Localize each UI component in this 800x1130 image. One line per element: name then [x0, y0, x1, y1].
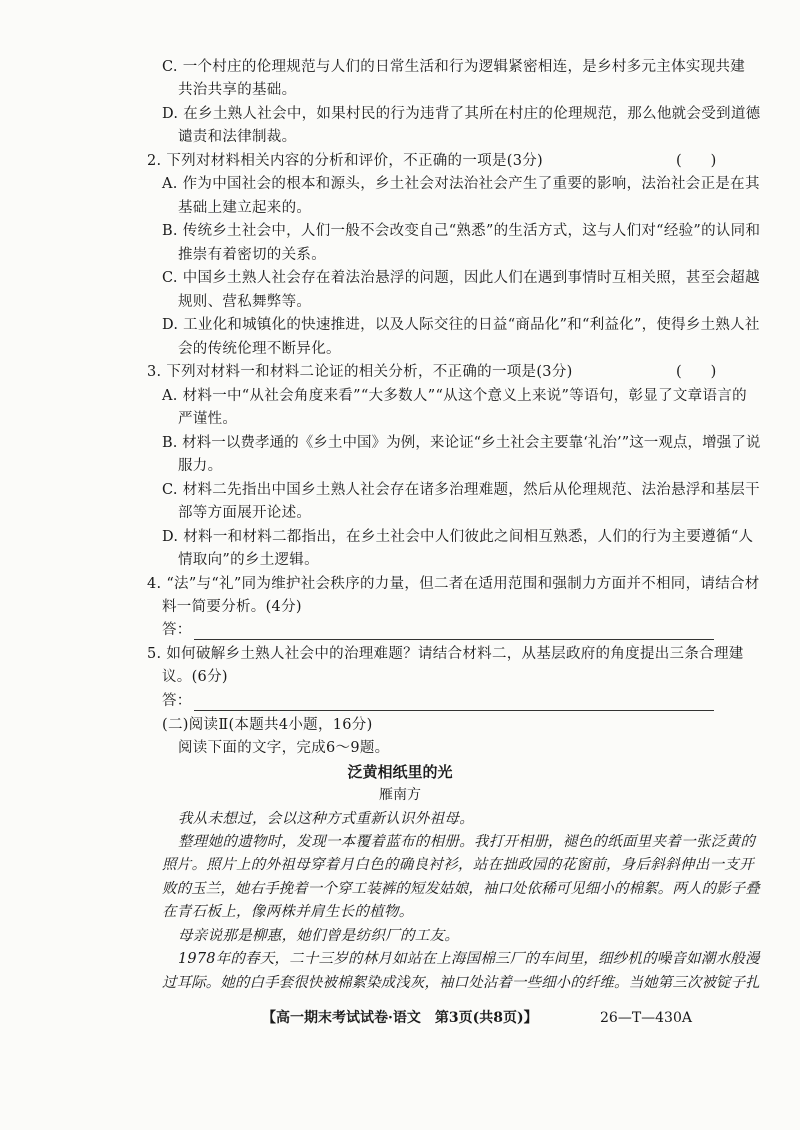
q3-option-d-line-1: D. 材料一和材料二都指出，在乡土社会中人们彼此之间相互熟悉，人们的行为主要遵循“人	[162, 529, 754, 545]
footer-exam-code: 26—T—430A	[600, 1010, 692, 1026]
passage-para-2-line-2: 照片。照片上的外祖母穿着月白色的确良衬衫，站在拙政园的花窗前，身后斜斜伸出一支开	[162, 857, 754, 873]
q2-option-c-line-2: 规则、营私舞弊等。	[178, 294, 312, 310]
q2-option-a-line-2: 基础上建立起来的。	[178, 200, 312, 216]
option-d-line-1: D. 在乡土熟人社会中，如果村民的行为违背了其所在村庄的伦理规范，那么他就会受到道德	[162, 106, 761, 122]
q2-option-b-line-2: 推崇有着密切的关系。	[178, 247, 326, 263]
question-5-stem-line-1: 5. 如何破解乡土熟人社会中的治理难题？请结合材料二，从基层政府的角度提出三条合理建	[147, 646, 744, 662]
question-4-stem-line-1: 4. “法”与“礼”同为维护社会秩序的力量，但二者在适用范围和强制力方面并不相同，请结合材	[147, 576, 760, 592]
q3-option-a-line-2: 严谨性。	[178, 411, 238, 427]
q3-option-a-line-1: A. 材料一中“从社会角度来看”“大多数人”“从这个意义上来说”等语句，彰显了文章语言的	[162, 388, 747, 404]
passage-author: 雁南方	[379, 787, 421, 803]
question-3-answer-paren: ( )	[676, 364, 717, 380]
question-3-stem: 3. 下列对材料一和材料二论证的相关分析，不正确的一项是(3分)	[147, 364, 573, 380]
question-2-stem: 2. 下列对材料相关内容的分析和评价，不正确的一项是(3分)	[147, 153, 543, 169]
passage-para-4-line-2: 过耳际。她的白手套很快被棉絮染成浅灰，袖口处沾着一些细小的纤维。当她第三次被锭子扎	[162, 975, 760, 991]
q2-option-b-line-1: B. 传统乡土社会中，人们一般不会改变自己“熟悉”的生活方式，这与人们对“经验”的认同和	[162, 223, 761, 239]
question-5-answer-label: 答：	[162, 693, 192, 709]
q2-option-a-line-1: A. 作为中国社会的根本和源头，乡土社会对法治社会产生了重要的影响，法治社会正是在其	[162, 176, 760, 192]
q3-option-d-line-2: 情取向”的乡土逻辑。	[178, 552, 319, 568]
question-2-answer-paren: ( )	[676, 153, 717, 169]
passage-para-3: 母亲说那是柳惠，她们曾是纺织厂的工友。	[178, 928, 460, 944]
section-instruction: 阅读下面的文字，完成6～9题。	[178, 740, 390, 756]
question-4-answer-line[interactable]	[194, 639, 714, 640]
passage-para-2-line-3: 败的玉兰，她右手挽着一个穿工装裤的短发姑娘，袖口处依稀可见细小的棉絮。两人的影子叠	[162, 881, 760, 897]
passage-para-4-line-1: 1978年的春天，二十三岁的林月如站在上海国棉三厂的车间里，细纱机的噪音如潮水般漫	[178, 951, 760, 967]
option-c-line-2: 共治共享的基础。	[178, 82, 297, 98]
passage-para-1: 我从未想过，会以这种方式重新认识外祖母。	[178, 811, 474, 827]
passage-title: 泛黄相纸里的光	[347, 763, 453, 781]
q2-option-c-line-1: C. 中国乡土熟人社会存在着法治悬浮的问题，因此人们在遇到事情时互相关照，甚至会超越	[162, 270, 760, 286]
section-heading: (二)阅读Ⅱ(本题共4小题，16分)	[162, 717, 373, 733]
question-4-answer-label: 答：	[162, 622, 192, 638]
passage-para-2-line-1: 整理她的遗物时，发现一本覆着蓝布的相册。我打开相册，褪色的纸面里夹着一张泛黄的	[178, 834, 756, 850]
option-d-line-2: 谴责和法律制裁。	[178, 129, 297, 145]
q3-option-c-line-1: C. 材料二先指出中国乡土熟人社会存在诸多治理难题，然后从伦理规范、法治悬浮和基层干	[162, 482, 760, 498]
q3-option-c-line-2: 部等方面展开论述。	[178, 505, 312, 521]
question-5-stem-line-2: 议。(6分)	[162, 669, 228, 685]
q2-option-d-line-2: 会的传统伦理不断异化。	[178, 341, 341, 357]
passage-para-2-line-4: 在青石板上，像两株并肩生长的植物。	[162, 904, 414, 920]
option-c-line-1: C. 一个村庄的伦理规范与人们的日常生活和行为逻辑紧密相连，是乡村多元主体实现共建	[162, 59, 746, 75]
question-4-stem-line-2: 料一简要分析。(4分)	[162, 599, 302, 615]
q3-option-b-line-1: B. 材料一以费孝通的《乡土中国》为例，来论证“乡土社会主要靠‘礼治’”这一观点，增强了说	[162, 435, 761, 451]
q3-option-b-line-2: 服力。	[178, 458, 223, 474]
footer-page-info: 【高一期末考试试卷·语文 第3页(共8页)】	[262, 1010, 538, 1026]
question-5-answer-line[interactable]	[194, 710, 714, 711]
q2-option-d-line-1: D. 工业化和城镇化的快速推进，以及人际交往的日益“商品化”和“利益化”，使得乡土熟人社	[162, 317, 760, 333]
